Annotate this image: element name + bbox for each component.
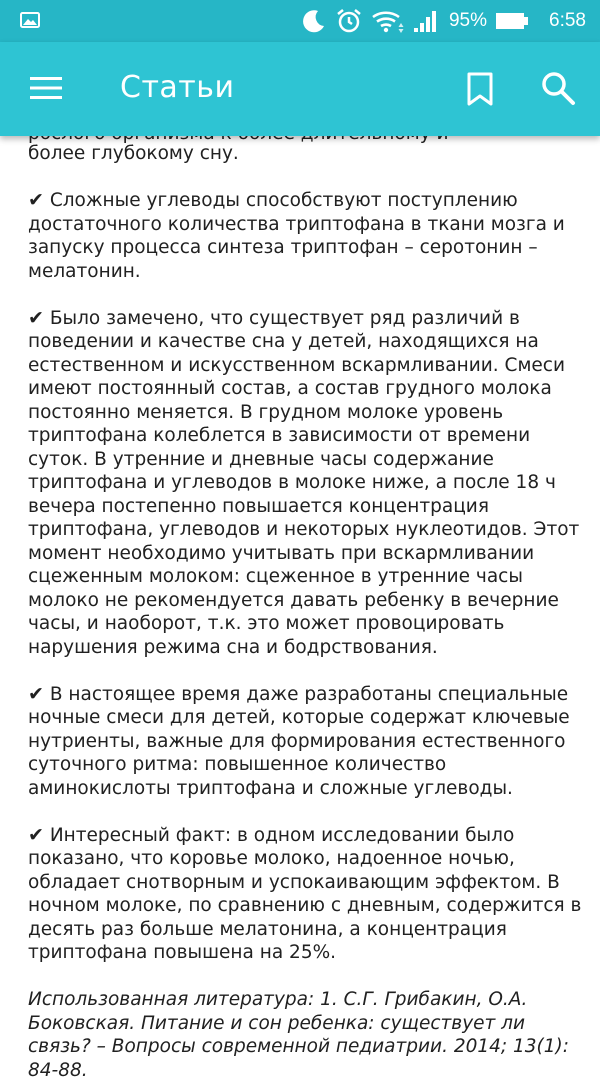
references: Использованная литература: 1. С.Г. Грибакин, О.А. Боковская. Питание и сон ребенка: существует ли связь? – Вопросы современной педиатрии. 2014; 13(1): 84-88. [28, 989, 569, 1081]
battery-icon [495, 11, 529, 31]
wifi-icon [371, 8, 405, 34]
article-text [28, 136, 588, 1082]
paragraph-text: В настоящее время даже разработаны специальные ночные смеси для детей, которые содержат ключевые нутриенты, важные для формирования естественного суточного ритма: повышенное количество аминокислоты триптофана и сложные углеводы. [28, 683, 570, 799]
check-mark-icon: ✔ [28, 306, 44, 329]
check-mark-icon: ✔ [28, 682, 44, 705]
status-bar [0, 0, 600, 42]
status-icons [301, 0, 586, 42]
check-mark-icon: ✔ [28, 189, 44, 211]
bookmark-icon[interactable] [464, 72, 496, 106]
signal-icon [413, 9, 439, 33]
alarm-icon [335, 7, 363, 35]
article-content[interactable] [28, 136, 588, 1081]
paragraph-text: Сложные углеводы способствуют поступлению достаточного количества триптофана в ткани мозга и запуску процесса синтеза триптофан – серотонин – мелатонин. [28, 190, 565, 282]
paragraph-night-formulas [28, 683, 588, 801]
moon-icon [301, 8, 327, 34]
search-icon[interactable] [540, 70, 576, 106]
app-bar [0, 42, 600, 136]
battery-percent: 95% [448, 10, 488, 31]
paragraph-feeding-differences [28, 307, 588, 660]
gallery-icon [20, 12, 40, 28]
paragraph-text: Интересный факт: в одном исследовании было показано, что коровье молоко, надоенное ночью, обладает снотворным и успокаивающим эффектом. В ночном молоке, по сравнению с дневным, содержится в десять раз больше мелатонина, а концентрация триптофана повышена на 25%. [28, 824, 582, 963]
paragraph-complex-carbs [28, 189, 588, 283]
paragraph-text: Было замечено, что существует ряд различий в поведении и качестве сна у детей, находящихся на естественном и искусственном вскармливании. Смеси имеют постоянный состав, а состав грудного молока постоянно меняется. В грудном молоке уровень триптофана колеблется в зависимости от времени суток. В утренние и дневные часы содержание триптофана и углеводов в молоке ниже, а после 18 ч вечера постепенно повышается концентрация триптофана, углеводов и некоторых нуклеотидов. Этот момент необходимо учитывать при вскармливании сцеженным молоком: сцеженное в утренние часы молоко не рекомендуется давать ребенку в вечерние часы, и наоборот, т.к. это может провоцировать нарушения режима сна и бодрствования. [28, 307, 580, 658]
clock: 6:58 [549, 10, 586, 31]
paragraph-fragment: более глубокому сну. [28, 143, 239, 164]
paragraph-interesting-fact [28, 824, 588, 965]
check-mark-icon: ✔ [28, 823, 44, 846]
page-title: Статьи [120, 70, 235, 105]
menu-icon[interactable] [30, 76, 62, 100]
